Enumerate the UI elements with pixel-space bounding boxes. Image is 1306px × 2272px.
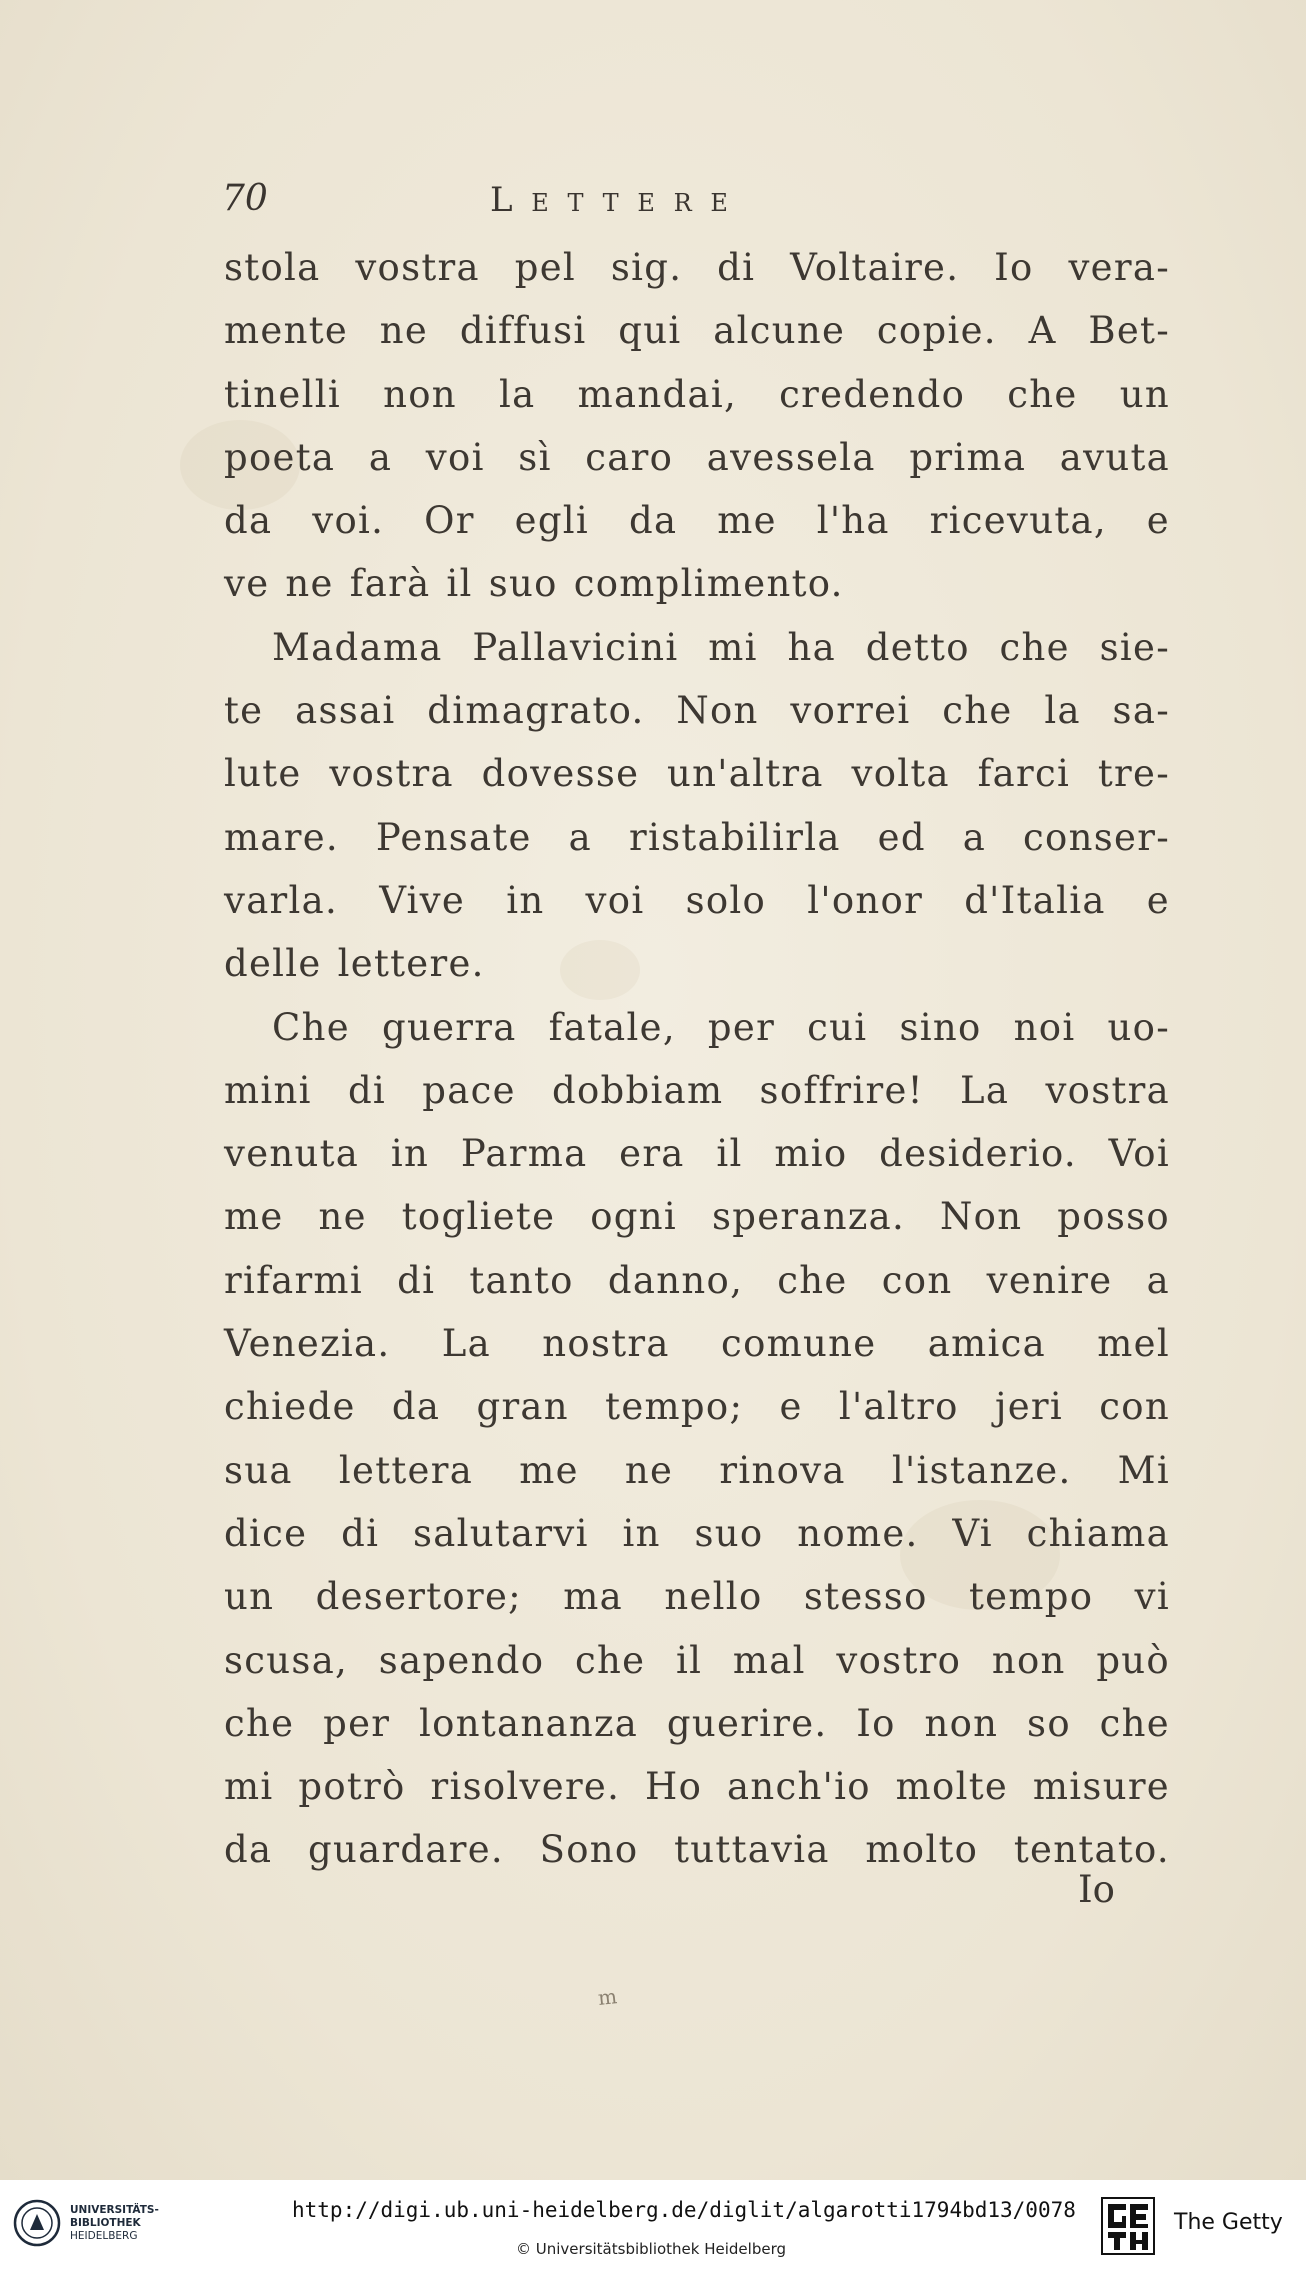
text-line: varla. Vive in voi solo l'onor d'Italia e: [224, 878, 1170, 922]
page-number: 70: [222, 178, 268, 219]
getty-name: The Getty: [1174, 2210, 1283, 2235]
text-line: delle lettere.: [224, 942, 485, 986]
text-line: sua lettera me ne rinova l'istanze. Mi: [224, 1448, 1170, 1492]
text-line: poeta a voi sì caro avessela prima avuta: [224, 435, 1170, 479]
text-line: te assai dimagrato. Non vorrei che la sa-: [224, 689, 1170, 733]
signature-mark: m: [596, 1984, 619, 2010]
copyright-notice: © Universitätsbibliothek Heidelberg: [516, 2240, 787, 2258]
university-seal-icon: [12, 2198, 62, 2248]
text-line: da guardare. Sono tuttavia molto tentato.: [224, 1828, 1170, 1872]
text-line: stola vostra pel sig. di Voltaire. Io vera-: [224, 246, 1170, 289]
text-line: rifarmi di tanto danno, che con venire a: [224, 1258, 1170, 1302]
paragraph-start-line: Madama Pallavicini mi ha detto che sie-: [272, 625, 1170, 669]
page-header: [222, 178, 922, 238]
getty-logo-icon: [1100, 2194, 1156, 2258]
text-line: mente ne diffusi qui alcune copie. A Bet-: [224, 309, 1170, 353]
text-line: me ne togliete ogni speranza. Non posso: [224, 1195, 1170, 1239]
library-name: [70, 2204, 159, 2243]
text-line: un desertore; ma nello stesso tempo vi: [224, 1575, 1170, 1619]
library-name-line: HEIDELBERG: [70, 2230, 138, 2242]
text-line: scusa, sapendo che il mal vostro non può: [224, 1638, 1170, 1682]
library-name-line: UNIVERSITÄTS-: [70, 2204, 159, 2216]
text-line: lute vostra dovesse un'altra volta farci tre-: [224, 752, 1170, 796]
text-line: da voi. Or egli da me l'ha ricevuta, e: [224, 499, 1170, 543]
text-line: dice di salutarvi in suo nome. Vi chiama: [224, 1511, 1170, 1555]
permalink-url[interactable]: http://digi.ub.uni-heidelberg.de/diglit/algarotti1794bd13/0078: [292, 2198, 1076, 2222]
letter-text: [224, 236, 1170, 1882]
text-line: ve ne farà il suo complimento.: [224, 562, 844, 606]
library-name-line: BIBLIOTHEK: [70, 2217, 141, 2229]
text-line: mi potrò risolvere. Ho anch'io molte misure: [224, 1765, 1170, 1809]
catchword: Io: [1078, 1868, 1115, 1911]
text-line: chiede da gran tempo; e l'altro jeri con: [224, 1385, 1170, 1429]
digitization-footer: [0, 2180, 1306, 2272]
running-title: Lettere: [490, 180, 747, 220]
paragraph-start-line: Che guerra fatale, per cui sino noi uo-: [272, 1005, 1170, 1049]
text-line: mare. Pensate a ristabilirla ed a conser-: [224, 815, 1170, 859]
text-line: Venezia. La nostra comune amica mel: [224, 1322, 1170, 1366]
text-line: tinelli non la mandai, credendo che un: [224, 372, 1170, 416]
text-line: mini di pace dobbiam soffrire! La vostra: [224, 1068, 1170, 1112]
text-line: che per lontananza guerire. Io non so che: [224, 1701, 1170, 1745]
text-line: venuta in Parma era il mio desiderio. Voi: [224, 1132, 1170, 1176]
